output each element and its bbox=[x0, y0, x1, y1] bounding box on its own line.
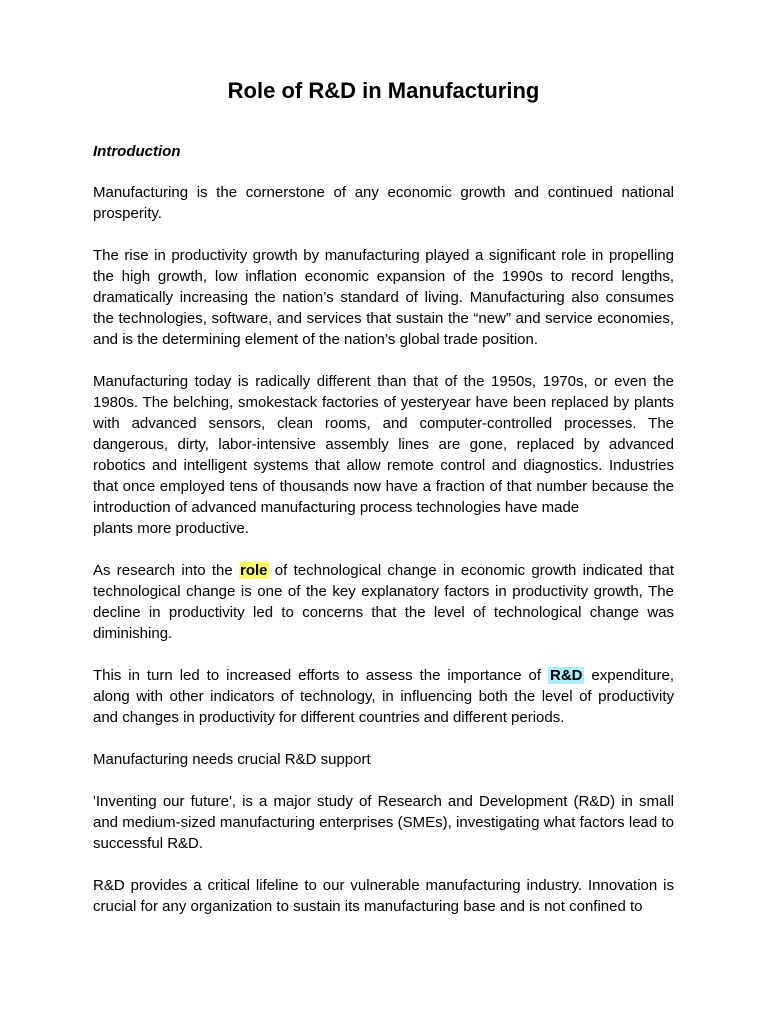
paragraph-6: Manufacturing needs crucial R&D support bbox=[93, 751, 371, 768]
document-title: Role of R&D in Manufacturing bbox=[227, 78, 540, 103]
paragraph-3-text: Manufacturing today is radically different than that of the 1950s, 1970s, or even the 1980s. The belching, smokestack factories of yesteryear have been replaced by plants with advanced sensors, clean rooms, and computer-controlled processes. The dangerous, dirty, labor-intensive assembly lines are gone, replaced by advanced robotics and intelligent systems that allow remote control and diagnostics. Industries that once employed tens of thousands now have a fraction of that number because the introduction of advanced manufacturing process technologies have made bbox=[93, 373, 674, 516]
paragraph-3-continued: plants more productive. bbox=[93, 520, 249, 537]
section-heading-introduction: Introduction bbox=[93, 143, 181, 160]
paragraph-7: 'Inventing our future', is a major study of Research and Development (R&D) in small and medium-sized manufacturing enterprises (SMEs), investigating what factors lead to successful R&D. bbox=[93, 793, 674, 852]
paragraph-1: Manufacturing is the cornerstone of any economic growth and continued national prosperity. bbox=[93, 184, 674, 222]
paragraph-4-start: As research into the bbox=[93, 562, 240, 579]
paragraph-5-end: expenditure, along with other indicators of technology, in influencing both the level of productivity and changes in productivity for different countries and different periods. bbox=[93, 667, 674, 726]
paragraph-5-start: This in turn led to increased efforts to assess the importance of bbox=[93, 667, 548, 684]
paragraph-2: The rise in productivity growth by manufacturing played a significant role in propelling the high growth, low inflation economic expansion of the 1990s to record lengths, dramatically increasing the nation’s standard of living. Manufacturing also consumes the technologies, software, and services that sustain the “new” and service economies, and is the determining element of the nation’s global trade position. bbox=[93, 247, 674, 348]
paragraph-4-end: of technological change in economic growth indicated that technological change is one of the key explanatory factors in productivity growth, The decline in productivity led to concerns that the level of technological change was diminishing. bbox=[93, 562, 674, 642]
paragraph-3 bbox=[93, 371, 674, 518]
paragraph-5 bbox=[93, 665, 674, 728]
paragraph-8: R&D provides a critical lifeline to our vulnerable manufacturing industry. Innovation is crucial for any organization to sustain its manufacturing base and is not confined to bbox=[93, 877, 674, 915]
highlighted-word-rd: R&D bbox=[549, 667, 583, 684]
highlighted-word-role: role bbox=[240, 562, 268, 579]
paragraph-4 bbox=[93, 560, 674, 644]
